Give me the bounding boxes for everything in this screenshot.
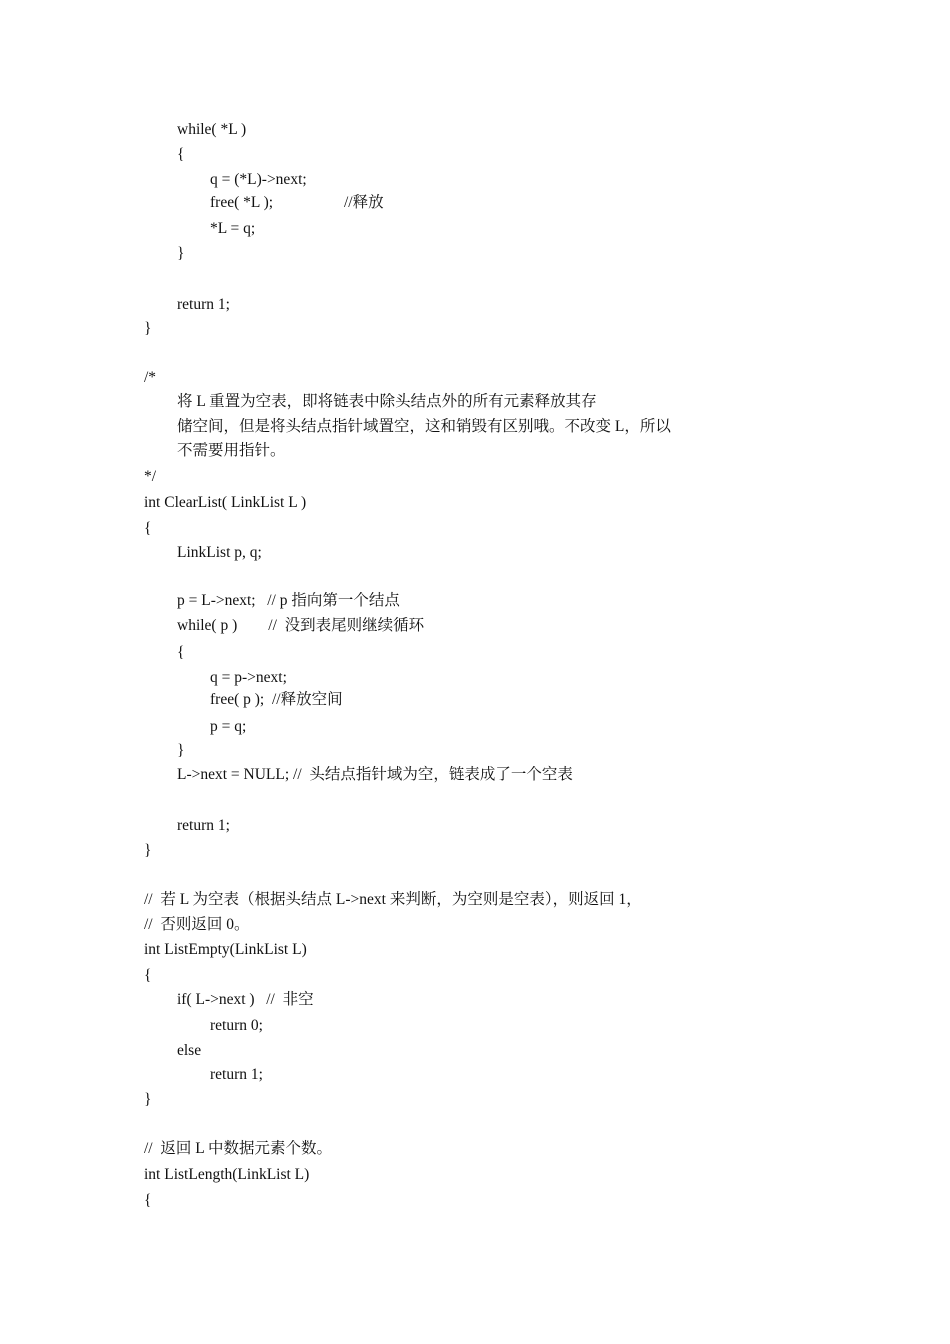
code-line: LinkList p, q; — [177, 544, 262, 561]
code-line: } — [144, 320, 152, 337]
code-line: { — [144, 520, 152, 537]
code-line: L->next = NULL; // 头结点指针域为空，链表成了一个空表 — [177, 766, 573, 783]
code-line: q = (*L)->next; — [210, 171, 307, 188]
code-line: { — [177, 146, 185, 163]
function-signature: int ListEmpty(LinkList L) — [144, 941, 307, 958]
code-line: return 1; — [210, 1066, 263, 1083]
comment-text: // 否则返回 0。 — [144, 916, 250, 933]
comment-text: 不需要用指针。 — [177, 442, 286, 459]
function-signature: int ListLength(LinkList L) — [144, 1166, 310, 1183]
code-line: } — [144, 1091, 152, 1108]
comment-text: 将 L 重置为空表，即将链表中除头结点外的所有元素释放其存 — [177, 393, 597, 410]
code-line: { — [144, 967, 152, 984]
code-comment: //释放 — [344, 194, 384, 211]
code-line: free( p ); //释放空间 — [210, 691, 343, 708]
comment-open: /* — [144, 369, 157, 386]
code-line: return 0; — [210, 1017, 263, 1034]
code-line: while( *L ) — [177, 121, 247, 138]
code-line: while( p ) // 没到表尾则继续循环 — [177, 617, 425, 634]
code-line: } — [177, 245, 185, 262]
comment-text: // 返回 L 中数据元素个数。 — [144, 1140, 333, 1157]
code-line: q = p->next; — [210, 669, 287, 686]
code-line: } — [144, 842, 152, 859]
comment-text: // 若 L 为空表（根据头结点 L->next 来判断，为空则是空表），则返回 1， — [144, 891, 642, 908]
code-line: *L = q; — [210, 220, 256, 237]
comment-close: */ — [144, 468, 157, 485]
code-line: free( *L ); — [210, 194, 274, 211]
code-line: } — [177, 742, 185, 759]
code-line: { — [177, 644, 185, 661]
code-line: if( L->next ) // 非空 — [177, 991, 314, 1008]
code-line: return 1; — [177, 817, 230, 834]
code-line: else — [177, 1042, 202, 1059]
function-signature: int ClearList( LinkList L ) — [144, 494, 307, 511]
code-line: return 1; — [177, 296, 230, 313]
comment-text: 储空间，但是将头结点指针域置空，这和销毁有区别哦。不改变 L，所以 — [177, 418, 671, 435]
code-line: p = L->next; // p 指向第一个结点 — [177, 592, 400, 609]
code-line: p = q; — [210, 718, 247, 735]
code-line: { — [144, 1192, 152, 1209]
